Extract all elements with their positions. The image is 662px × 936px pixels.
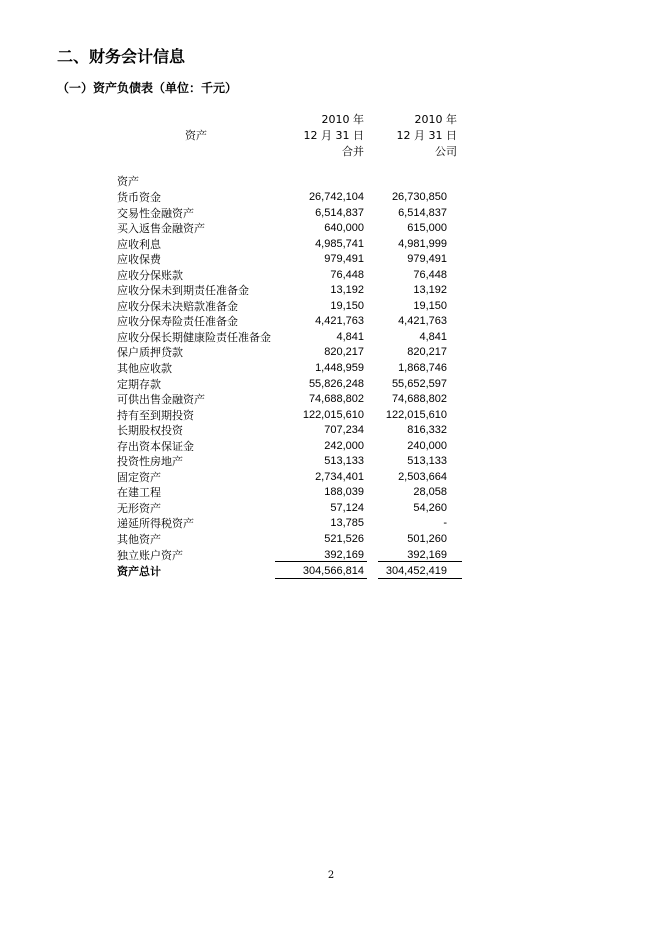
row-company-value: 501,260 (407, 533, 447, 546)
row-company-value: 55,652,597 (391, 377, 447, 390)
row-label: 保户质押贷款 (117, 346, 183, 360)
row-consolidated-value: 55,826,248 (308, 377, 364, 390)
table-row (117, 454, 477, 470)
row-company-value: 26,730,850 (391, 191, 447, 203)
column-header-consolidated-scope: 合并 (342, 145, 364, 158)
row-label: 持有至到期投资 (117, 408, 194, 422)
row-consolidated-value: 513,133 (324, 455, 364, 468)
row-consolidated-value: 4,841 (336, 330, 364, 343)
table-row (117, 283, 477, 299)
subtotal-rule-company (378, 561, 462, 562)
column-header-company-date: 12 月 31 日 (396, 129, 457, 142)
table-row (117, 516, 477, 532)
column-header-consolidated-date: 12 月 31 日 (303, 129, 364, 142)
table-row (117, 221, 477, 237)
row-company-value: 820,217 (407, 346, 447, 359)
row-consolidated-value: 76,448 (330, 268, 364, 281)
column-header-company-scope: 公司 (435, 145, 457, 158)
table-row (117, 206, 477, 222)
page-number: 2 (327, 870, 335, 881)
subtotal-rule-consolidated (275, 561, 367, 562)
row-consolidated-value: 640,000 (324, 222, 364, 235)
row-consolidated-value: 19,150 (330, 299, 364, 312)
column-header-consolidated-year: 2010 年 (321, 113, 364, 126)
table-row (117, 485, 477, 501)
table-row (117, 501, 477, 517)
column-header-company (383, 112, 457, 160)
table-row (117, 470, 477, 486)
table-row (117, 299, 477, 315)
assets-section-title: 资产 (117, 175, 139, 188)
row-label: 无形资产 (117, 501, 161, 515)
row-consolidated-value: 2,734,401 (315, 470, 364, 483)
row-label: 在建工程 (117, 486, 161, 500)
row-company-value: 4,981,999 (398, 237, 447, 250)
row-consolidated-value: 1,448,959 (315, 362, 364, 375)
row-label: 应收利息 (117, 237, 161, 251)
row-consolidated-value: 74,688,802 (308, 393, 364, 406)
row-label: 应收分保未到期责任准备金 (117, 284, 249, 298)
row-company-value: 19,150 (413, 299, 447, 312)
row-consolidated-value: 13,192 (330, 284, 364, 297)
row-consolidated-value: 521,526 (324, 533, 364, 546)
table-row (117, 408, 477, 424)
row-company-value: 513,133 (407, 455, 447, 468)
section-heading: 二、财务会计信息 (57, 47, 186, 66)
row-label: 长期股权投资 (117, 424, 183, 438)
table-row (117, 237, 477, 253)
row-consolidated-value: 122,015,610 (302, 408, 364, 421)
table-row (117, 392, 477, 408)
table-row (117, 532, 477, 548)
row-company-value: 28,058 (413, 486, 447, 499)
total-row (117, 564, 477, 579)
row-company-value: 392,169 (407, 548, 447, 561)
row-consolidated-value: 13,785 (330, 517, 364, 530)
table-row (117, 345, 477, 361)
row-label: 存出资本保证金 (117, 439, 194, 453)
table-row (117, 361, 477, 377)
row-label: 定期存款 (117, 377, 161, 391)
table-row (117, 330, 477, 346)
column-header-label: 资产 (185, 129, 207, 142)
table-row (117, 439, 477, 455)
total-rule-company (378, 578, 462, 579)
table-row (117, 252, 477, 268)
row-label: 独立账户资产 (117, 548, 183, 562)
row-label: 固定资产 (117, 470, 161, 484)
row-consolidated-value: 979,491 (324, 253, 364, 266)
row-label: 应收分保长期健康险责任准备金 (117, 330, 271, 344)
row-label: 其他资产 (117, 533, 161, 547)
row-consolidated-value: 392,169 (324, 548, 364, 561)
row-label: 应收保费 (117, 253, 161, 267)
row-consolidated-value: 188,039 (324, 486, 364, 499)
total-consolidated-value: 304,566,814 (302, 565, 364, 577)
table-row (117, 314, 477, 330)
row-label: 买入返售金融资产 (117, 222, 205, 236)
balance-sheet-rows (117, 190, 477, 563)
table-row (117, 190, 477, 206)
row-consolidated-value: 6,514,837 (315, 206, 364, 219)
row-consolidated-value: 26,742,104 (308, 191, 364, 203)
row-company-value: 2,503,664 (398, 470, 447, 483)
row-label: 货币资金 (117, 191, 161, 204)
total-rule-consolidated (275, 578, 367, 579)
table-title: （一）资产负债表（单位：千元） (57, 81, 238, 95)
row-label: 可供出售金融资产 (117, 393, 205, 407)
row-consolidated-value: 707,234 (324, 424, 364, 437)
row-company-value: 1,868,746 (398, 362, 447, 375)
row-company-value: - (443, 517, 447, 530)
row-company-value: 122,015,610 (385, 408, 447, 421)
row-company-value: 13,192 (413, 284, 447, 297)
row-label: 应收分保账款 (117, 268, 183, 282)
row-label: 交易性金融资产 (117, 206, 194, 220)
row-company-value: 4,421,763 (398, 315, 447, 328)
row-label: 应收分保未决赔款准备金 (117, 299, 238, 313)
row-company-value: 240,000 (407, 439, 447, 452)
row-company-value: 54,260 (413, 501, 447, 514)
row-company-value: 74,688,802 (391, 393, 447, 406)
row-company-value: 76,448 (413, 268, 447, 281)
table-row (117, 423, 477, 439)
row-company-value: 6,514,837 (398, 206, 447, 219)
total-company-value: 304,452,419 (385, 565, 447, 577)
row-company-value: 816,332 (407, 424, 447, 437)
column-header-consolidated (300, 112, 364, 160)
row-consolidated-value: 242,000 (324, 439, 364, 452)
row-consolidated-value: 4,985,741 (315, 237, 364, 250)
row-label: 其他应收款 (117, 362, 172, 376)
row-consolidated-value: 4,421,763 (315, 315, 364, 328)
row-label: 投资性房地产 (117, 455, 183, 469)
table-row (117, 377, 477, 393)
row-consolidated-value: 820,217 (324, 346, 364, 359)
row-company-value: 4,841 (419, 330, 447, 343)
row-company-value: 979,491 (407, 253, 447, 266)
row-label: 递延所得税资产 (117, 517, 194, 531)
column-header-company-year: 2010 年 (414, 113, 457, 126)
row-consolidated-value: 57,124 (330, 501, 364, 514)
row-company-value: 615,000 (407, 222, 447, 235)
table-row (117, 268, 477, 284)
row-label: 应收分保寿险责任准备金 (117, 315, 238, 329)
total-label: 资产总计 (117, 565, 161, 578)
